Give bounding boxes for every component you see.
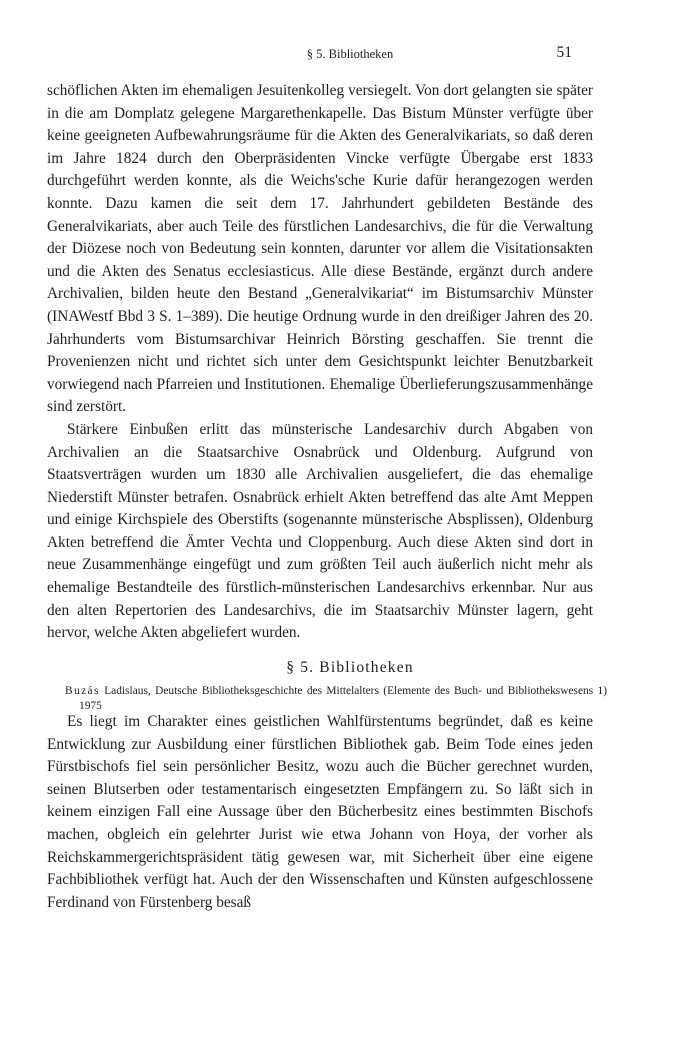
body-text-bottom bbox=[47, 711, 593, 914]
page-number: 51 bbox=[556, 44, 572, 61]
paragraph: Stärkere Einbußen erlitt das münsterische Landesarchiv durch Abgaben von Archivalien an die Staatsarchive Osnabrück und Oldenburg. Aufgrund von Staatsverträgen wurden um 1830 alle Archivalien ausgeliefert, die das ehemalige Niederstift Münster betrafen. Osnabrück erhielt Akten betreffend das alte Amt Meppen und einige Kirchspiele des Oberstifts (sogenannte münsterische Absplissen), Oldenburg Akten betreffend die Ämter Vechta und Cloppenburg. Auch diese Akten sind dort in neue Zusammenhänge eingefügt und zum größten Teil auch äußerlich nicht mehr als ehemalige Bestandteile des fürstlich-münsterischen Landesarchivs erkennbar. Nur aus den alten Repertorien des Landesarchivs, die im Staatsarchiv Münster lagern, geht hervor, welche Akten abgeliefert wurden. bbox=[47, 420, 593, 642]
running-title: § 5. Bibliotheken bbox=[306, 47, 394, 61]
bibliography-text: Ladislaus, Deutsche Bibliotheksgeschichte des Mittelalters (Elemente des Buch- und Bibliothekswesens 1) 1975 bbox=[79, 685, 607, 712]
bibliography-author: Buzás bbox=[65, 685, 100, 697]
body-text-top bbox=[47, 80, 593, 645]
running-head bbox=[0, 44, 700, 64]
paragraph: Es liegt im Charakter eines geistlichen Wahlfürstentums begründet, daß es keine Entwicklung zur Ausbildung einer fürstlichen Bibliothek gab. Beim Tode eines jeden Fürstbischofs fiel sein persönlicher Besitz, wozu auch die Bücher gerechnet wurden, seinen Blutserben oder testamentarisch eingesetzten Empfängern zu. So läßt sich in keinem einzigen Fall eine Aussage über den Bücherbesitz eines bestimmten Bischofs machen, obgleich ein gelehrter Jurist wie etwa Johann von Hoya, der vorher als Reichskammergerichtspräsident tätig gewesen war, mit Sicherheit über eine eigene Fachbibliothek verfügt hat. Auch der den Wissenschaften und Künsten aufgeschlossene Ferdinand von Fürstenberg besaß bbox=[47, 713, 593, 911]
paragraph: schöflichen Akten im ehemaligen Jesuitenkolleg versiegelt. Von dort gelangten sie später in die am Domplatz gelegene Margarethenkapelle. Das Bistum Münster verfügte über keine geeigneten Aufbewahrungsräume für die Akten des Generalvikariats, so daß deren im Jahre 1824 durch den Oberpräsidenten Vincke verfügte Übergabe erst 1833 durchgeführt werden konnte, als die Weichs'sche Kurie dafür herangezogen werden konnte. Dazu kamen die seit dem 17. Jahrhundert gebildeten Bestände des Generalvikariats, aber auch Teile des fürstlichen Landesarchivs, die für die Verwaltung der Diözese noch von Bedeutung sein konnten, darunter vor allem die Visitationsakten und die Akten des Senatus ecclesiasticus. Alle diese Bestände, ergänzt durch andere Archivalien, bilden heute den Bestand „Generalvikariat“ im Bistumsarchiv Münster (INAWestf Bbd 3 S. 1–389). Die heutige Ordnung wurde in den dreißiger Jahren des 20. Jahrhunderts vom Bistumsarchivar Heinrich Börsting geschaffen. Sie trennt die Provenienzen nicht und richtet sich unter dem Gesichtspunkt leichter Benutzbarkeit vorwiegend nach Pfarreien und Institutionen. Ehemalige Überlieferungszusammenhänge sind zerstört. bbox=[47, 82, 593, 416]
bibliography-entry bbox=[65, 684, 607, 713]
section-heading: § 5. Bibliotheken bbox=[286, 659, 414, 676]
